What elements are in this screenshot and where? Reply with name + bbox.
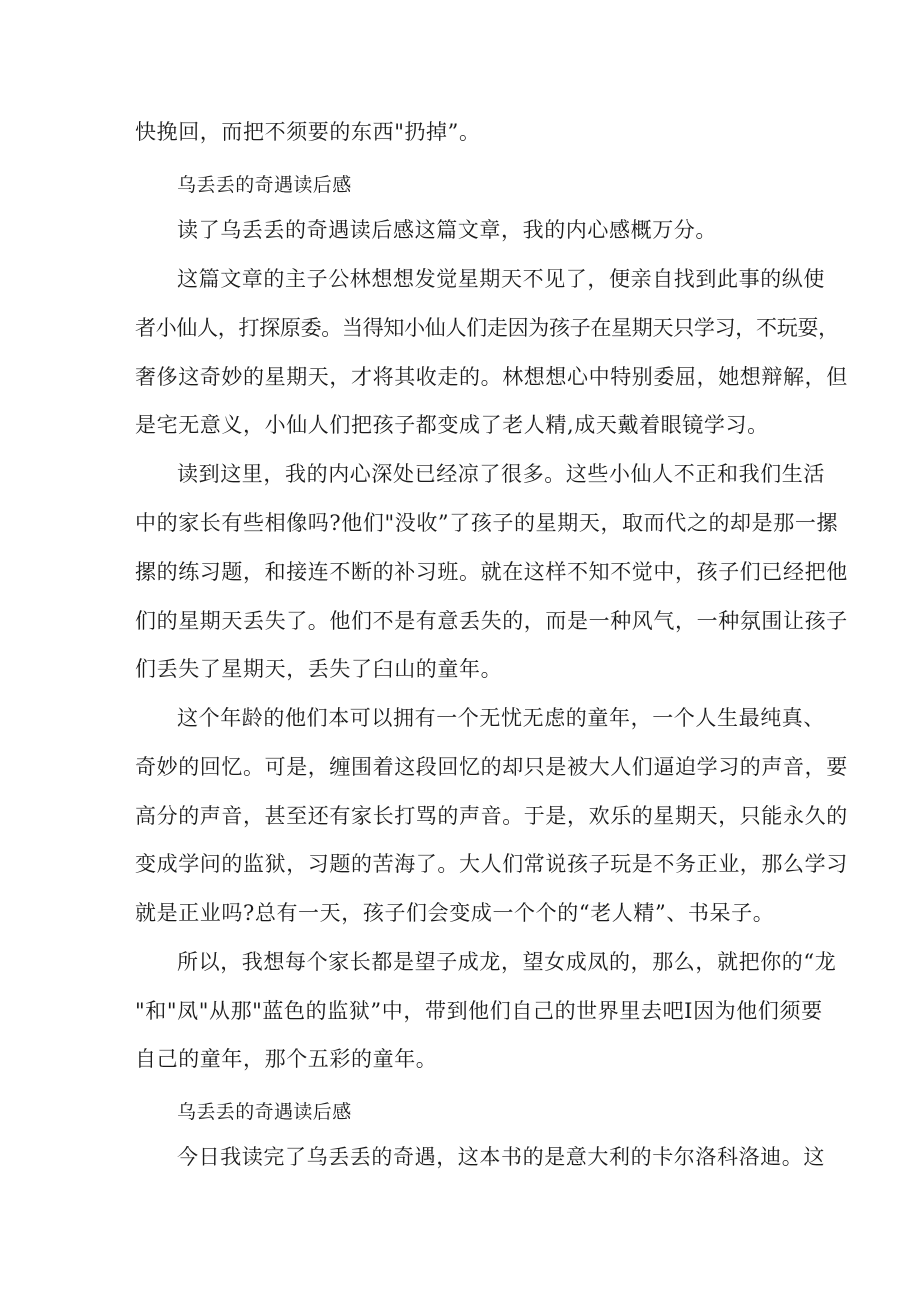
text-line: 是宅无意义，小仙人们把孩子都变成了老人精,成天戴着眼镜学习。 [135,413,769,437]
text-line: 变成学问的监狱，习题的苦海了。大人们常说孩子玩是不务正业，那么学习 [135,852,848,876]
text-line: 高分的声音，甚至还有家长打骂的声音。于是，欢乐的星期天，只能永久的 [135,804,848,828]
text-line: 这篇文章的主子公林想想发觉星期天不见了，便亲自找到此事的纵使 [177,267,825,291]
text-line: 读了乌丢丢的奇遇读后感这篇文章，我的内心感概万分。 [177,218,717,242]
text-line: 摞的练习题，和接连不断的补习班。就在这样不知不觉中，孩子们已经把他 [135,560,848,584]
text-line: "和"凤"从那"蓝色的监狱”中，带到他们自己的世界里去吧I因为他们须要 [135,999,823,1023]
text-line: 们丢失了星期天，丢失了臼山的童年。 [135,657,503,681]
text-line: 们的星期天丢失了。他们不是有意丢失的，而是一种风气，一种氛围让孩子 [135,609,848,633]
text-line: 所以，我想每个家长都是望子成龙，望女成凤的，那么，就把你的“龙 [177,950,837,974]
text-line: 就是正业吗?总有一天，孩子们会变成一个个的“老人精”、书呆子。 [135,901,775,925]
text-line: 读到这里，我的内心深处已经凉了很多。这些小仙人不正和我们生活 [177,462,825,486]
text-line: 者小仙人，打探原委。当得知小仙人们走因为孩子在星期天只学习，不玩耍， [135,316,839,340]
section-heading: 乌丢丢的奇遇读后感 [177,174,352,196]
text-line: 奢侈这奇妙的星期天，才将其收走的。林想想心中特别委屈，她想辩解，但 [135,365,848,389]
section-heading: 乌丢丢的奇遇读后感 [177,1101,352,1123]
text-line: 快挽回，而把不须要的东西"扔掉”。 [135,120,481,144]
text-line: 中的家长有些相像吗?他们"没收”了孩子的星期天，取而代之的却是那一摞 [135,511,839,535]
text-line: 今日我读完了乌丢丢的奇遇，这本书的是意大利的卡尔洛科洛迪。这 [177,1145,825,1169]
text-line: 自己的童年，那个五彩的童年。 [135,1047,438,1071]
text-line: 这个年龄的他们本可以拥有一个无忧无虑的童年，一个人生最纯真、 [177,706,825,730]
text-line: 奇妙的回忆。可是，缠围着这段回忆的却只是被大人们逼迫学习的声音，要 [135,755,848,779]
